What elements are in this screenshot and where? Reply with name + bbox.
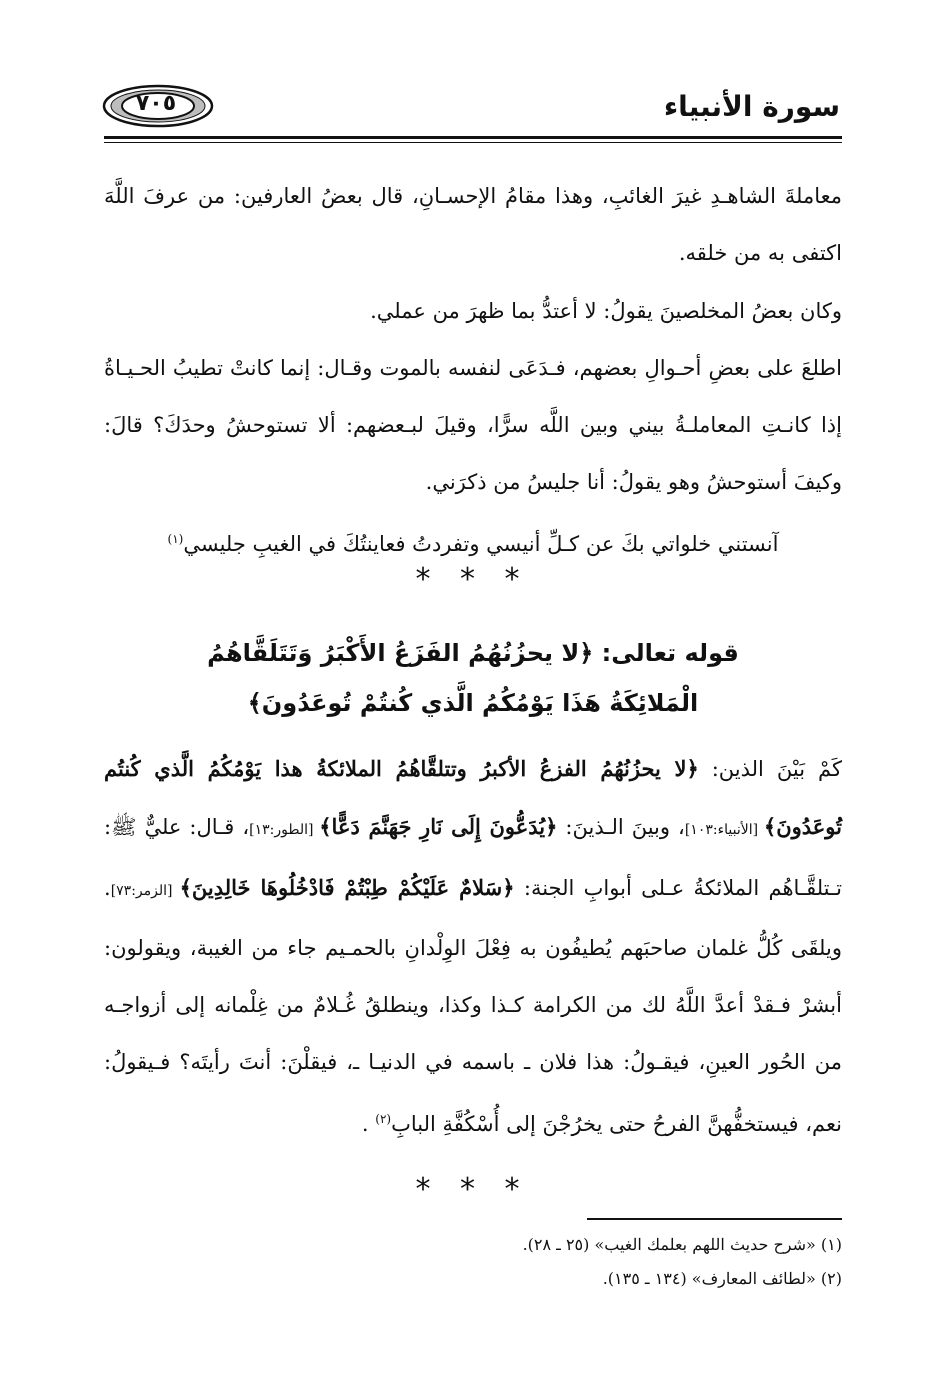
- footnotes: [300, 1228, 842, 1296]
- quran-ref-1: [الأنبياء:١٠٣]: [684, 822, 764, 838]
- quran-quote-3: ﴿سَلامٌ عَلَيْكُمْ طِبْتُمْ فَادْخُلُوهَا خَالِدِينَ﴾: [179, 875, 515, 900]
- footnote-ref-1: (١): [167, 532, 184, 546]
- poetry-verse-text: آنستني خلواتي بكَ عن كـلِّ أنيسي وتفردتُ فعاينتُكَ في الغيبِ جليسي: [183, 532, 779, 556]
- verse-heading-line-1: قوله تعالى: ﴿لا يحزُنُهُمُ الفَزَعُ الأَكْبَرُ وَتَتَلَقَّاهُمُ: [207, 639, 739, 667]
- section-divider-stars-end: * * *: [415, 1172, 530, 1207]
- footnote-ref-2: (٢): [375, 1112, 392, 1126]
- footnote-1: (١) «شرح حديث اللهم بعلمك الغيب» (٢٥ ـ ٢٨).: [522, 1235, 842, 1254]
- p4-text-1: كَمْ بَيْنَ الذين:: [698, 757, 842, 781]
- header-rule-thin: [104, 142, 842, 143]
- header-rule-thick: [104, 136, 842, 139]
- paragraph-3: اطلعَ على بعضِ أحـوالِ بعضهم، فـدَعَى لنفسه بالموت وقـال: إنما كانتْ تطيبُ الحـيـاةُ إذا كانـتِ المعاملـةُ بيني وبين اللَّه سرًّا، وقيلَ لبـعضهم: ألا تستوحشُ وحدَكَ؟ قالَ: وكيفَ أستوحشُ وهو يقولُ: أنا جليسُ من ذكرَني.: [104, 356, 842, 494]
- quran-ref-2: [الطور:١٣]: [249, 822, 320, 838]
- paragraph-1: معاملةَ الشاهـدِ غيرَ الغائبِ، وهذا مقامُ الإحسـانِ، قال بعضُ العارفين: من عرفَ اللَّهَ اكتفى به من خلقه.: [104, 184, 842, 265]
- footnote-rule: [587, 1218, 842, 1220]
- p4-text-3: ، قـال: عليٌّ ﷺ: تـتلقَّـاهُم الملائكةُ عـلى أبوابِ الجنة:: [104, 815, 842, 900]
- verse-heading-line-2: الْمَلائِكَةُ هَذَا يَوْمُكُمُ الَّذي كُنتُمْ تُوعَدُونَ﴾: [247, 689, 699, 717]
- paragraph-2: وكان بعضُ المخلصينَ يقولُ: لا أعتدُّ بما ظهرَ من عملي.: [370, 299, 842, 323]
- p4-text-4: . ويلقَى كُلُّ غلمان صاحبَهم يُطيفُون به فِعْلَ الوِلْدانِ بالحمـيم جاء من الغيبة، ويقولون: أبشرْ فـقدْ أعدَّ اللَّهُ لك من الكرامة كـذا وكذا، وينطلقُ غُـلامٌ من غِلْمانه إلى أزواجـه من الحُور العينِ، فيقـولُ: هذا فلان ـ باسمه في الدنيـا ـ، فيقلْنَ: أنتَ رأيتَه؟ فـيقولُ: نعم، فيستخفُّهنَّ الفرحُ حتى يخرُجْنَ إلى أُسْكُفَّةِ البابِ: [104, 876, 842, 1136]
- section-divider-stars: * * *: [415, 562, 530, 597]
- p4-text-2: ، وبينَ الـذينَ:: [557, 815, 685, 839]
- verse-heading: [104, 628, 842, 728]
- p4-end: .: [361, 1112, 376, 1136]
- quran-quote-1: ﴿لا يحزُنُهُمُ الفزعُ الأكبرُ وتتلقَّاهُمُ الملائكةُ هذا يَوْمُكُمُ الَّذي كُنتُم تُوعَدُونَ﴾: [104, 756, 843, 839]
- sura-title: سورة الأنبياء: [663, 90, 840, 123]
- quran-ref-3: [الزمر:٧٣]: [110, 883, 180, 899]
- quran-quote-2: ﴿يُدَعُّونَ إِلَى نَارِ جَهَنَّمَ دَعًّا﴾: [319, 814, 558, 839]
- paragraph-4: [104, 740, 842, 1153]
- footnote-2: (٢) «لطائف المعارف» (١٣٤ ـ ١٣٥).: [602, 1269, 842, 1288]
- page-number: ٧٠٥: [135, 91, 177, 116]
- page-header: [100, 82, 840, 130]
